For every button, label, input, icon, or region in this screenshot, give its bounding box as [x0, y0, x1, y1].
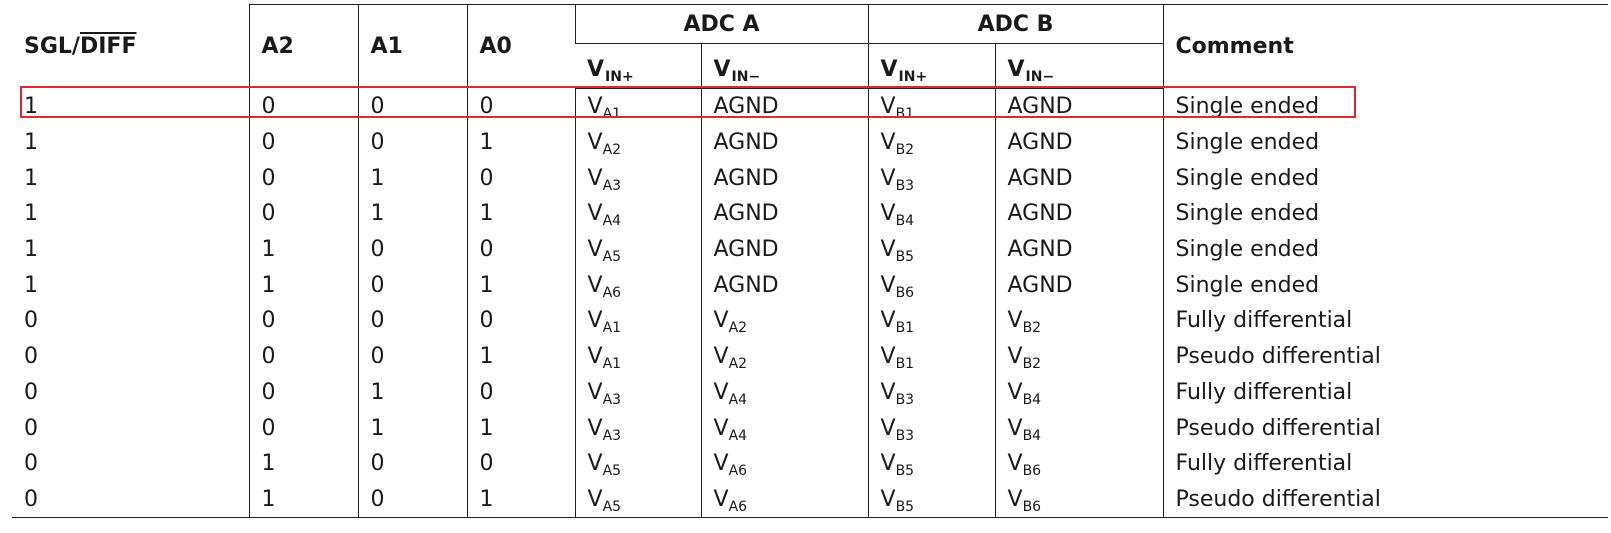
cell-adc-a-vin-plus: $V_{A3}$ [575, 375, 701, 411]
cell-adc-b-vin-minus: $V_{B2}$ [995, 339, 1163, 375]
table-row [12, 232, 1608, 268]
cell-adc-a-vin-plus: $V_{A1}$ [575, 89, 701, 125]
table-row [12, 339, 1608, 375]
cell-a1: 0 [358, 339, 467, 375]
diff-overline-text: DIFF [79, 34, 137, 59]
header-group-adc-b: ADC B [868, 5, 1163, 44]
cell-a2: 0 [249, 339, 358, 375]
cell-a1: 0 [358, 303, 467, 339]
cell-a2: 0 [249, 196, 358, 232]
cell-adc-b-vin-plus: $V_{B5}$ [868, 446, 995, 482]
cell-adc-a-vin-plus: $V_{A5}$ [575, 232, 701, 268]
cell-adc-b-vin-plus: $V_{B3}$ [868, 375, 995, 411]
cell-a0: 0 [467, 446, 575, 482]
table-row [12, 125, 1608, 161]
cell-comment: Single ended [1163, 125, 1608, 161]
cell-sgl-diff: 1 [24, 165, 38, 191]
cell-sgl-diff: 0 [24, 379, 38, 405]
cell-comment: Fully differential [1163, 446, 1608, 482]
cell-adc-b-vin-minus: AGND [995, 232, 1163, 268]
cell-adc-a-vin-minus: AGND [701, 267, 868, 303]
cell-a1: 1 [358, 160, 467, 196]
table-body [12, 89, 1608, 518]
table-header [12, 5, 1608, 89]
cell-a1: 0 [358, 482, 467, 518]
table-row [12, 89, 1608, 125]
cell-a1: 0 [358, 89, 467, 125]
cell-adc-b-vin-minus: AGND [995, 267, 1163, 303]
cell-a0: 0 [467, 232, 575, 268]
cell-comment: Single ended [1163, 232, 1608, 268]
cell-a1: 1 [358, 196, 467, 232]
cell-adc-a-vin-minus: AGND [701, 232, 868, 268]
cell-a0: 0 [467, 89, 575, 125]
cell-a2: 0 [249, 303, 358, 339]
cell-a0: 1 [467, 339, 575, 375]
cell-sgl-diff: 1 [24, 237, 38, 263]
cell-adc-a-vin-minus: AGND [701, 89, 868, 125]
header-a0: A0 [467, 5, 575, 89]
header-adc-b-vin-minus: $V_{IN-}$ [995, 44, 1163, 89]
cell-a2: 0 [249, 89, 358, 125]
cell-adc-a-vin-plus: $V_{A4}$ [575, 196, 701, 232]
table-row [12, 446, 1608, 482]
cell-a1: 1 [358, 410, 467, 446]
cell-adc-b-vin-minus: $V_{B4}$ [995, 375, 1163, 411]
cell-a0: 0 [467, 303, 575, 339]
cell-adc-b-vin-plus: $V_{B1}$ [868, 89, 995, 125]
table-row [12, 196, 1608, 232]
cell-a2: 0 [249, 375, 358, 411]
cell-a2: 1 [249, 482, 358, 518]
cell-adc-a-vin-plus: $V_{A6}$ [575, 267, 701, 303]
header-adc-a-vin-plus: $V_{IN+}$ [575, 44, 701, 89]
cell-a1: 1 [358, 375, 467, 411]
cell-comment: Single ended [1163, 267, 1608, 303]
cell-adc-b-vin-plus: $V_{B1}$ [868, 303, 995, 339]
table-row [12, 303, 1608, 339]
cell-comment: Fully differential [1163, 375, 1608, 411]
cell-a1: 0 [358, 125, 467, 161]
cell-adc-b-vin-plus: $V_{B3}$ [868, 160, 995, 196]
cell-adc-b-vin-minus: $V_{B4}$ [995, 410, 1163, 446]
table-row [12, 160, 1608, 196]
cell-adc-a-vin-minus: AGND [701, 125, 868, 161]
header-comment: Comment [1163, 5, 1608, 89]
cell-adc-a-vin-minus: $V_{A4}$ [701, 410, 868, 446]
header-adc-b-vin-plus: $V_{IN+}$ [868, 44, 995, 89]
cell-adc-b-vin-plus: $V_{B4}$ [868, 196, 995, 232]
cell-a2: 0 [249, 160, 358, 196]
cell-adc-b-vin-minus: AGND [995, 196, 1163, 232]
cell-adc-b-vin-minus: $V_{B6}$ [995, 482, 1163, 518]
cell-adc-a-vin-minus: AGND [701, 160, 868, 196]
header-sgl-diff: SGL/DIFF [24, 34, 137, 59]
cell-adc-b-vin-minus: $V_{B2}$ [995, 303, 1163, 339]
cell-adc-a-vin-minus: AGND [701, 196, 868, 232]
cell-a0: 1 [467, 267, 575, 303]
cell-a2: 0 [249, 410, 358, 446]
cell-adc-b-vin-plus: $V_{B5}$ [868, 232, 995, 268]
cell-adc-b-vin-minus: AGND [995, 125, 1163, 161]
cell-a2: 0 [249, 125, 358, 161]
cell-adc-b-vin-plus: $V_{B2}$ [868, 125, 995, 161]
cell-adc-b-vin-minus: AGND [995, 89, 1163, 125]
cell-a0: 0 [467, 375, 575, 411]
table-row [12, 482, 1608, 518]
cell-adc-a-vin-plus: $V_{A1}$ [575, 303, 701, 339]
cell-adc-b-vin-plus: $V_{B5}$ [868, 482, 995, 518]
cell-adc-a-vin-minus: $V_{A4}$ [701, 375, 868, 411]
cell-comment: Single ended [1163, 89, 1608, 125]
cell-adc-a-vin-plus: $V_{A3}$ [575, 160, 701, 196]
cell-adc-a-vin-plus: $V_{A1}$ [575, 339, 701, 375]
cell-sgl-diff: 0 [24, 415, 38, 441]
cell-a0: 1 [467, 125, 575, 161]
cell-a2: 1 [249, 232, 358, 268]
cell-a2: 1 [249, 267, 358, 303]
cell-comment: Single ended [1163, 196, 1608, 232]
cell-a1: 0 [358, 446, 467, 482]
channel-selection-table [12, 4, 1608, 518]
cell-sgl-diff: 0 [12, 482, 249, 518]
cell-adc-b-vin-plus: $V_{B1}$ [868, 339, 995, 375]
channel-selection-table-page [12, 4, 1608, 518]
cell-adc-a-vin-minus: $V_{A2}$ [701, 339, 868, 375]
cell-adc-a-vin-plus: $V_{A3}$ [575, 410, 701, 446]
cell-comment: Single ended [1163, 160, 1608, 196]
cell-sgl-diff: 0 [24, 451, 38, 477]
table-row [12, 375, 1608, 411]
cell-sgl-diff: 1 [24, 130, 38, 156]
cell-sgl-diff: 0 [24, 344, 38, 370]
cell-adc-b-vin-plus: $V_{B3}$ [868, 410, 995, 446]
header-a1: A1 [358, 5, 467, 89]
header-adc-a-vin-minus: $V_{IN-}$ [701, 44, 868, 89]
cell-a0: 1 [467, 410, 575, 446]
cell-adc-a-vin-plus: $V_{A5}$ [575, 446, 701, 482]
cell-a0: 1 [467, 482, 575, 518]
cell-adc-b-vin-minus: $V_{B6}$ [995, 446, 1163, 482]
table-row [12, 267, 1608, 303]
table-row [12, 410, 1608, 446]
header-a2: A2 [249, 5, 358, 89]
cell-adc-a-vin-minus: $V_{A6}$ [701, 446, 868, 482]
cell-sgl-diff: 1 [24, 201, 38, 227]
cell-comment: Pseudo differential [1163, 410, 1608, 446]
header-group-adc-a: ADC A [575, 5, 868, 44]
cell-a2: 1 [249, 446, 358, 482]
cell-adc-a-vin-minus: $V_{A6}$ [701, 482, 868, 518]
cell-adc-b-vin-plus: $V_{B6}$ [868, 267, 995, 303]
cell-a1: 0 [358, 267, 467, 303]
cell-adc-a-vin-plus: $V_{A2}$ [575, 125, 701, 161]
cell-comment: Pseudo differential [1163, 482, 1608, 518]
cell-comment: Pseudo differential [1163, 339, 1608, 375]
cell-adc-a-vin-minus: $V_{A2}$ [701, 303, 868, 339]
cell-sgl-diff: 0 [24, 308, 38, 334]
cell-adc-b-vin-minus: AGND [995, 160, 1163, 196]
cell-comment: Fully differential [1163, 303, 1608, 339]
cell-a0: 1 [467, 196, 575, 232]
cell-sgl-diff: 1 [24, 272, 38, 298]
cell-sgl-diff: 1 [24, 94, 38, 120]
cell-a1: 0 [358, 232, 467, 268]
cell-adc-a-vin-plus: $V_{A5}$ [575, 482, 701, 518]
cell-a0: 0 [467, 160, 575, 196]
